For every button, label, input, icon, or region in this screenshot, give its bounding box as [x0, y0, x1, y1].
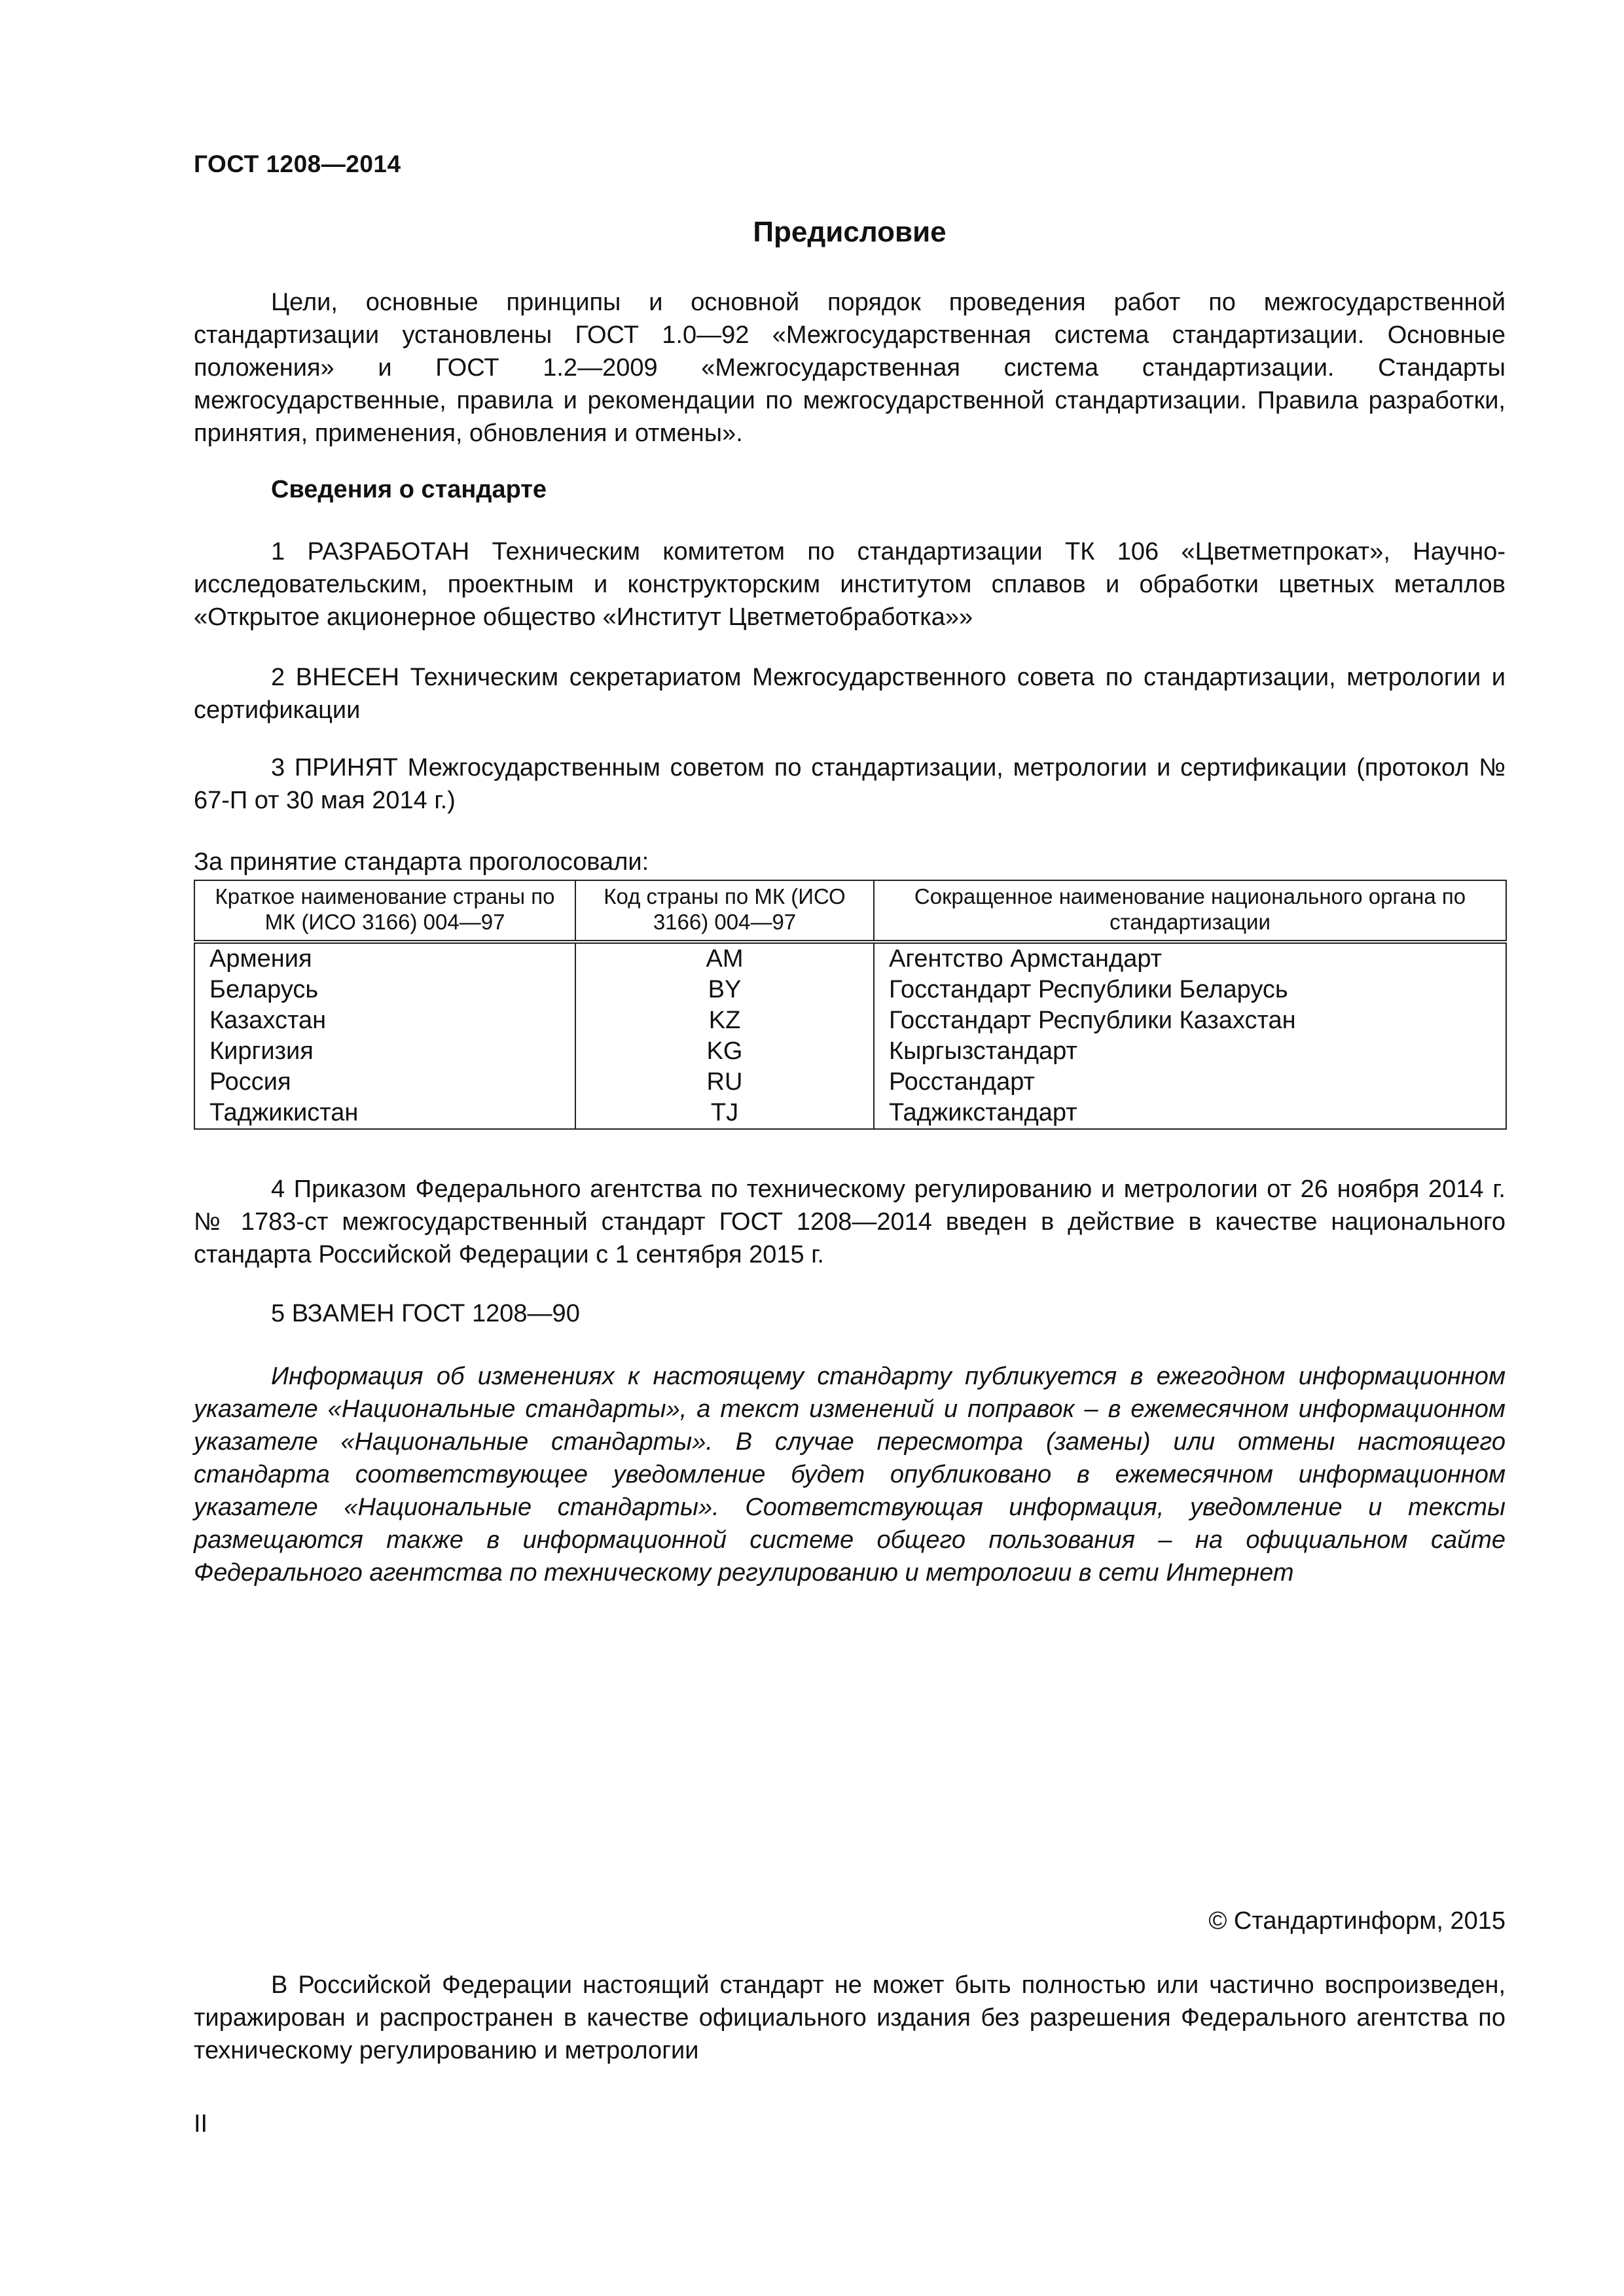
page-number: II — [194, 2110, 208, 2138]
country-name-cell: Беларусь — [194, 975, 575, 1005]
national-body-cell: Росстандарт — [874, 1067, 1506, 1098]
copyright-notice: © Стандартинформ, 2015 — [1208, 1907, 1506, 1935]
country-name-cell: Казахстан — [194, 1005, 575, 1036]
country-code-cell: KG — [575, 1036, 874, 1067]
header-country-name: Краткое наименование страны по МК (ИСО 3166) 004—97 — [194, 880, 575, 942]
item-3-paragraph: 3 ПРИНЯТ Межгосударственным советом по стандартизации, метрологии и сертификации (протокол № 67-П от 30 мая 2014 г.) — [194, 754, 1506, 814]
national-body-cell: Агентство Армстандарт — [874, 942, 1506, 975]
country-name-cell: Армения — [194, 942, 575, 975]
item-5-paragraph: 5 ВЗАМЕН ГОСТ 1208—90 — [271, 1300, 580, 1327]
table-row — [194, 942, 1506, 975]
national-body-cell: Таджикстандарт — [874, 1098, 1506, 1129]
national-body-cell: Госстандарт Республики Казахстан — [874, 1005, 1506, 1036]
table-row — [194, 1067, 1506, 1098]
page-title: Предисловие — [753, 216, 947, 248]
reproduction-notice-paragraph: В Российской Федерации настоящий стандарт не может быть полностью или частично воспроизведен, тиражирован и распространен в качестве официального издания без разрешения Федерального агентства по техническому регулированию и метрологии — [194, 1971, 1506, 2064]
country-code-cell: KZ — [575, 1005, 874, 1036]
country-name-cell: Россия — [194, 1067, 575, 1098]
header-national-body: Сокращенное наименование национального органа по стандартизации — [874, 880, 1506, 942]
table-row — [194, 1005, 1506, 1036]
country-code-cell: RU — [575, 1067, 874, 1098]
info-heading: Сведения о стандарте — [271, 476, 547, 503]
table-row — [194, 1036, 1506, 1067]
item-1-paragraph: 1 РАЗРАБОТАН Техническим комитетом по стандартизации ТК 106 «Цветметпрокат», Научно-исследовательским, проектным и конструкторским институтом сплавов и обработки цветных металлов «Открытое акционерное общество «Институт Цветметобработка»» — [194, 538, 1506, 631]
table-header-row — [194, 880, 1506, 942]
national-body-cell: Госстандарт Республики Беларусь — [874, 975, 1506, 1005]
header-country-code: Код страны по МК (ИСО 3166) 004—97 — [575, 880, 874, 942]
vote-table — [194, 880, 1507, 1130]
country-code-cell: TJ — [575, 1098, 874, 1129]
table-row — [194, 975, 1506, 1005]
country-code-cell: AM — [575, 942, 874, 975]
item-4-paragraph: 4 Приказом Федерального агентства по техническому регулированию и метрологии от 26 ноября 2014 г. № 1783-ст межгосударственный стандарт ГОСТ 1208—2014 введен в действие в качестве национального стандарта Российской Федерации с 1 сентября 2015 г. — [194, 1175, 1506, 1268]
country-name-cell: Киргизия — [194, 1036, 575, 1067]
intro-paragraph: Цели, основные принципы и основной порядок проведения работ по межгосударственной стандартизации установлены ГОСТ 1.0—92 «Межгосударственная система стандартизации. Основные положения» и ГОСТ 1.2—2009 «Межгосударственная система стандартизации. Стандарты межгосударственные, правила и рекомендации по межгосударственной стандартизации. Правила разработки, принятия, применения, обновления и отмены». — [194, 289, 1506, 447]
changes-notice-paragraph: Информация об изменениях к настоящему стандарту публикуется в ежегодном информационном указателе «Национальные стандарты», а текст изменений и поправок – в ежемесячном информационном указателе «Национальные стандарты». В случае пересмотра (замены) или отмены настоящего стандарта соответствующее уведомление будет опубликовано в ежемесячном информационном указателе «Национальные стандарты». Соответствующая информация, уведомление и тексты размещаются также в информационной системе общего пользования – на официальном сайте Федерального агентства по техническому регулированию и метрологии в сети Интернет — [194, 1363, 1506, 1587]
document-id: ГОСТ 1208—2014 — [194, 151, 401, 177]
vote-table-caption: За принятие стандарта проголосовали: — [194, 848, 649, 876]
country-name-cell: Таджикистан — [194, 1098, 575, 1129]
table-row — [194, 1098, 1506, 1129]
item-2-paragraph: 2 ВНЕСЕН Техническим секретариатом Межгосударственного совета по стандартизации, метрологии и сертификации — [194, 664, 1506, 724]
national-body-cell: Кыргызстандарт — [874, 1036, 1506, 1067]
country-code-cell: BY — [575, 975, 874, 1005]
